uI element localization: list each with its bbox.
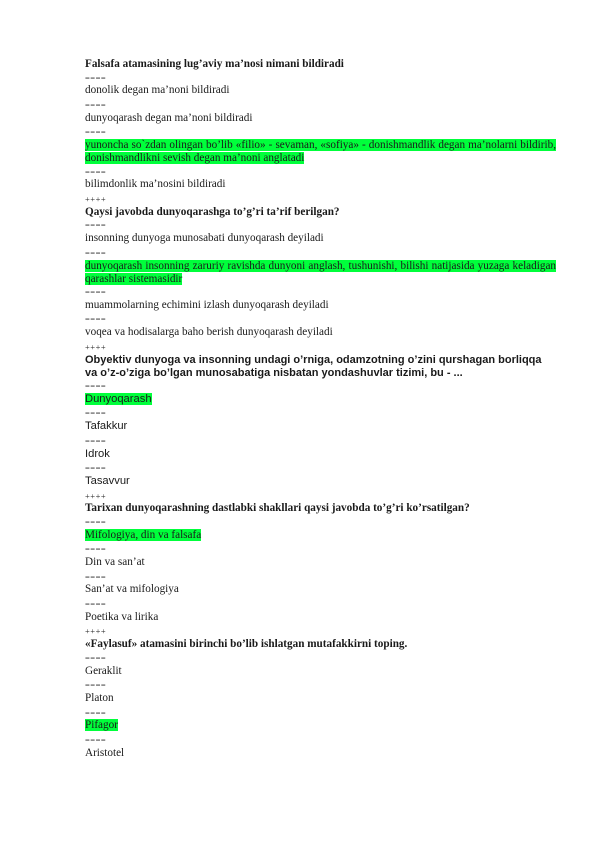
answer-option: dunyoqarash degan ma’noni bildiradi: [85, 111, 253, 124]
answer-option: donolik degan ma’noni bildiradi: [85, 84, 230, 97]
option-separator: ====: [85, 166, 107, 177]
question-separator: ++++: [85, 490, 107, 501]
answer-option: muammolarning echimini izlash dunyoqarash deyiladi: [85, 298, 329, 311]
answer-option-correct: [85, 260, 556, 286]
option-separator: ====: [85, 314, 107, 325]
answer-option: San’at va mifologiya: [85, 583, 179, 596]
question-separator: ++++: [85, 341, 107, 352]
correct-answer-highlight: Mifologiya, din va falsafa: [85, 528, 202, 541]
correct-answer-highlight: yunoncha so`zdan olingan bo’lib «filio» - sevaman, «sofiya» - donishmandlik degan ma’nolarni bildirib, donishmandlikni sevish degan ma’noni anglatadi: [85, 139, 556, 165]
correct-answer-highlight: Dunyoqarash: [85, 392, 152, 405]
answer-option: voqea va hodisalarga baho berish dunyoqarash deyiladi: [85, 326, 333, 339]
question-text: Qaysi javobda dunyoqarashga to’g’ri ta’rif berilgan?: [85, 205, 340, 218]
answer-option: Geraklit: [85, 664, 122, 677]
answer-option: bilimdonlik ma’nosini bildiradi: [85, 178, 226, 191]
answer-option: Poetika va lirika: [85, 610, 159, 623]
question-separator: ++++: [85, 193, 107, 204]
answer-option: Din va san’at: [85, 556, 145, 569]
answer-option-correct: [85, 529, 556, 544]
option-separator: ====: [85, 435, 107, 446]
correct-answer-highlight: dunyoqarash insonning zaruriy ravishda dunyoni anglash, tushunishi, bilishi natijasida yuzaga keladigan qarashlar sistemasidir: [85, 259, 556, 285]
answer-option-correct: [85, 139, 556, 165]
option-separator: ====: [85, 599, 107, 610]
option-separator: ====: [85, 247, 107, 258]
option-separator: ====: [85, 544, 107, 555]
option-separator: ====: [85, 380, 107, 391]
question-text: Falsafa atamasining lug’aviy ma’nosi nimani bildiradi: [85, 58, 344, 70]
option-separator: ====: [85, 72, 107, 83]
answer-option: Aristotel: [85, 746, 125, 759]
question-separator: ++++: [85, 626, 107, 637]
option-separator: ====: [85, 463, 107, 474]
question-text: Obyektiv dunyoga va insonning undagi o’rniga, odamzotning o’zini qurshagan borliqqa va o’z-o’ziga bo’lgan munosabatiga nisbatan yondashuvlar tizimi, bu - ...: [85, 353, 542, 379]
answer-option: insonning dunyoga munosabati dunyoqarash deyiladi: [85, 232, 324, 245]
option-separator: ====: [85, 127, 107, 138]
answer-option: Tasavvur: [85, 474, 130, 487]
answer-option: Platon: [85, 692, 114, 705]
option-separator: ====: [85, 408, 107, 419]
answer-option: Idrok: [85, 447, 110, 460]
question-text: Tarixan dunyoqarashning dastlabki shakllari qaysi javobda to’g’ri ko’rsatilgan?: [85, 502, 470, 515]
answer-option-correct: [85, 393, 556, 408]
option-separator: ====: [85, 652, 107, 663]
question-text: «Faylasuf» atamasini birinchi bo’lib ishlatgan mutafakkirni toping.: [85, 638, 408, 651]
option-separator: ====: [85, 735, 107, 746]
option-separator: ====: [85, 99, 107, 110]
option-separator: ====: [85, 516, 107, 527]
answer-option-correct: [85, 719, 556, 734]
option-separator: ====: [85, 286, 107, 297]
quiz-content: [85, 58, 556, 761]
answer-option: Tafakkur: [85, 420, 128, 433]
option-separator: ====: [85, 707, 107, 718]
correct-answer-highlight: Pifagor: [85, 719, 118, 732]
option-separator: ====: [85, 220, 107, 231]
option-separator: ====: [85, 571, 107, 582]
option-separator: ====: [85, 680, 107, 691]
